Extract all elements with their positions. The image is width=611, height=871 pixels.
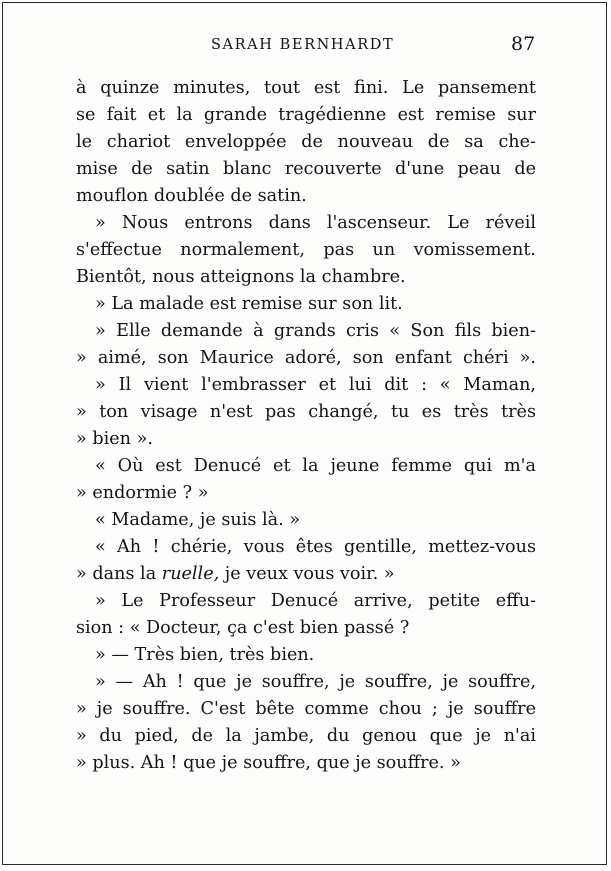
text-line xyxy=(76,561,536,588)
text-line: « Où est Denucé et la jeune femme qui m'a xyxy=(95,456,536,476)
text-line: » Il vient l'embrasser et lui dit : « Maman, xyxy=(95,375,536,395)
text-line: » — Ah ! que je souffre, je souffre, je souffre, xyxy=(95,672,536,692)
text-line: » endormie ? » xyxy=(76,483,209,503)
text-line: » Nous entrons dans l'ascenseur. Le réveil xyxy=(95,213,536,233)
text-line: le chariot enveloppée de nouveau de sa che- xyxy=(76,132,536,152)
text-line: se fait et la grande tragédienne est remise sur xyxy=(76,105,536,125)
text-line: » du pied, de la jambe, du genou que je n'ai xyxy=(76,726,536,746)
text-line: à quinze minutes, tout est fini. Le pansement xyxy=(76,78,536,98)
text-line: » Le Professeur Denucé arrive, petite effu- xyxy=(95,591,536,611)
text-line: sion : « Docteur, ça c'est bien passé ? xyxy=(76,618,410,638)
text-line: mise de satin blanc recouverte d'une peau de xyxy=(76,159,536,179)
text-line: mouflon doublée de satin. xyxy=(76,186,307,206)
text-line: » ton visage n'est pas changé, tu es très très xyxy=(76,402,536,422)
text-line: » plus. Ah ! que je souffre, que je souffre. » xyxy=(76,753,461,773)
text-segment: je veux vous voir. » xyxy=(219,564,395,584)
text-line: » je souffre. C'est bête comme chou ; je souffre xyxy=(76,699,536,719)
text-line: » La malade est remise sur son lit. xyxy=(95,294,403,314)
text-line: » bien ». xyxy=(76,429,153,449)
running-head xyxy=(3,33,607,57)
text-line: « Ah ! chérie, vous êtes gentille, mettez-vous xyxy=(95,537,536,557)
body-text xyxy=(76,75,536,777)
text-line: » — Très bien, très bien. xyxy=(95,645,315,665)
page-number: 87 xyxy=(511,33,536,55)
text-line: » aimé, son Maurice adoré, son enfant chéri ». xyxy=(76,348,536,368)
text-segment: » dans la xyxy=(76,564,162,584)
text-line: s'effectue normalement, pas un vomissement. xyxy=(76,240,536,260)
book-page xyxy=(2,2,607,865)
running-title: SARAH BERNHARDT xyxy=(211,37,395,53)
text-line: « Madame, je suis là. » xyxy=(95,510,301,530)
text-line: » Elle demande à grands cris « Son fils bien- xyxy=(95,321,536,341)
text-line: Bientôt, nous atteignons la chambre. xyxy=(76,267,406,287)
italic-word: ruelle, xyxy=(161,564,220,584)
